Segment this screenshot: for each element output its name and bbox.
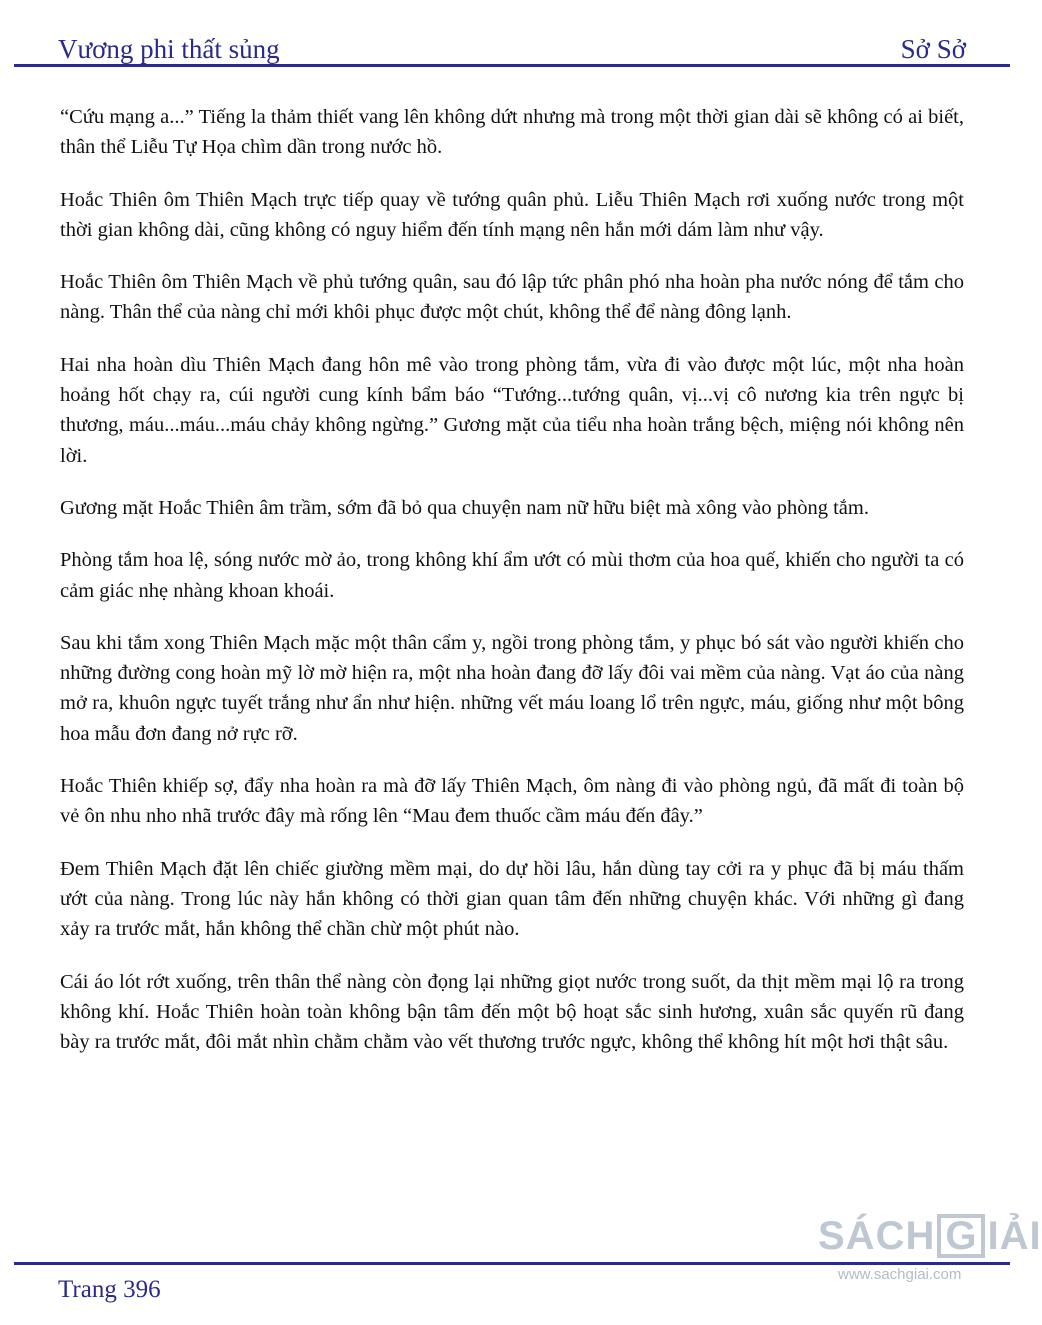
- paragraph: Hoắc Thiên ôm Thiên Mạch trực tiếp quay về tướng quân phủ. Liễu Thiên Mạch rơi xuống nước trong một thời gian không dài, cũng không có nguy hiểm đến tính mạng nên hắn mới dám làm như vậy.: [60, 188, 964, 241]
- page-number: Trang 396: [58, 1276, 161, 1303]
- watermark-logo: [818, 1214, 1042, 1324]
- paragraph: Gương mặt Hoắc Thiên âm trầm, sớm đã bỏ qua chuyện nam nữ hữu biệt mà xông vào phòng tắm.: [60, 496, 869, 519]
- paragraph: Sau khi tắm xong Thiên Mạch mặc một thân cẩm y, ngồi trong phòng tắm, y phục bó sát vào người khiến cho những đường cong hoàn mỹ lờ mờ hiện ra, một nha hoàn đang đỡ lấy đôi vai mềm của nàng. Vạt áo của nàng mở ra, khuôn ngực tuyết trắng như ẩn như hiện. những vết máu loang lổ trên ngực, máu, giống như một bông hoa mẫu đơn đang nở rực rỡ.: [60, 631, 964, 745]
- watermark-logo-box: G: [937, 1214, 985, 1258]
- header-divider: [14, 64, 1010, 67]
- watermark-logo-text: [818, 1214, 1042, 1258]
- paragraph: Cái áo lót rớt xuống, trên thân thể nàng còn đọng lại những giọt nước trong suốt, da thịt mềm mại lộ ra trong không khí. Hoắc Thiên hoàn toàn không bận tâm đến một bộ hoạt sắc sinh hương, xuân sắc quyến rũ đang bày ra trước mắt, đôi mắt nhìn chằm chằm vào vết thương trước ngực, không thể không hít một hơi thật sâu.: [60, 970, 964, 1054]
- page-body: [60, 102, 964, 1079]
- watermark-logo-part: SÁCH: [818, 1214, 936, 1258]
- watermark-logo-part: IẢI: [987, 1214, 1042, 1258]
- book-title: Vương phi thất sủng: [58, 34, 280, 64]
- paragraph: Hoắc Thiên ôm Thiên Mạch về phủ tướng quân, sau đó lập tức phân phó nha hoàn pha nước nóng để tắm cho nàng. Thân thể của nàng chỉ mới khôi phục được một chút, không thể để nàng đông lạnh.: [60, 271, 964, 324]
- paragraph: Đem Thiên Mạch đặt lên chiếc giường mềm mại, do dự hồi lâu, hắn dùng tay cởi ra y phục đã bị máu thấm ướt của nàng. Trong lúc này hắn không có thời gian quan tâm đến những chuyện khác. Với những gì đang xảy ra trước mắt, hắn không thể chần chừ một phút nào.: [60, 857, 964, 941]
- paragraph: Hai nha hoàn dìu Thiên Mạch đang hôn mê vào trong phòng tắm, vừa đi vào được một lúc, một nha hoàn hoảng hốt chạy ra, cúi người cung kính bẩm báo “Tướng...tướng quân, vị...vị cô nương kia trên ngực bị thương, máu...máu...máu chảy không ngừng.” Gương mặt của tiểu nha hoàn trắng bệch, miệng nói không nên lời.: [60, 353, 964, 467]
- paragraph: Phòng tắm hoa lệ, sóng nước mờ ảo, trong không khí ẩm ướt có mùi thơm của hoa quế, khiến cho người ta có cảm giác nhẹ nhàng khoan khoái.: [60, 549, 964, 602]
- page-header: [58, 24, 966, 64]
- paragraph: Hoắc Thiên khiếp sợ, đẩy nha hoàn ra mà đỡ lấy Thiên Mạch, ôm nàng đi vào phòng ngủ, đã mất đi toàn bộ vẻ ôn nhu nho nhã trước đây mà rống lên “Mau đem thuốc cầm máu đến đây.”: [60, 775, 964, 828]
- paragraph: “Cứu mạng a...” Tiếng la thảm thiết vang lên không dứt nhưng mà trong một thời gian dài sẽ không có ai biết, thân thể Liễu Tự Họa chìm dần trong nước hồ.: [60, 106, 964, 159]
- author-name: Sở Sở: [900, 34, 966, 64]
- watermark-url: www.sachgiai.com: [838, 1266, 962, 1283]
